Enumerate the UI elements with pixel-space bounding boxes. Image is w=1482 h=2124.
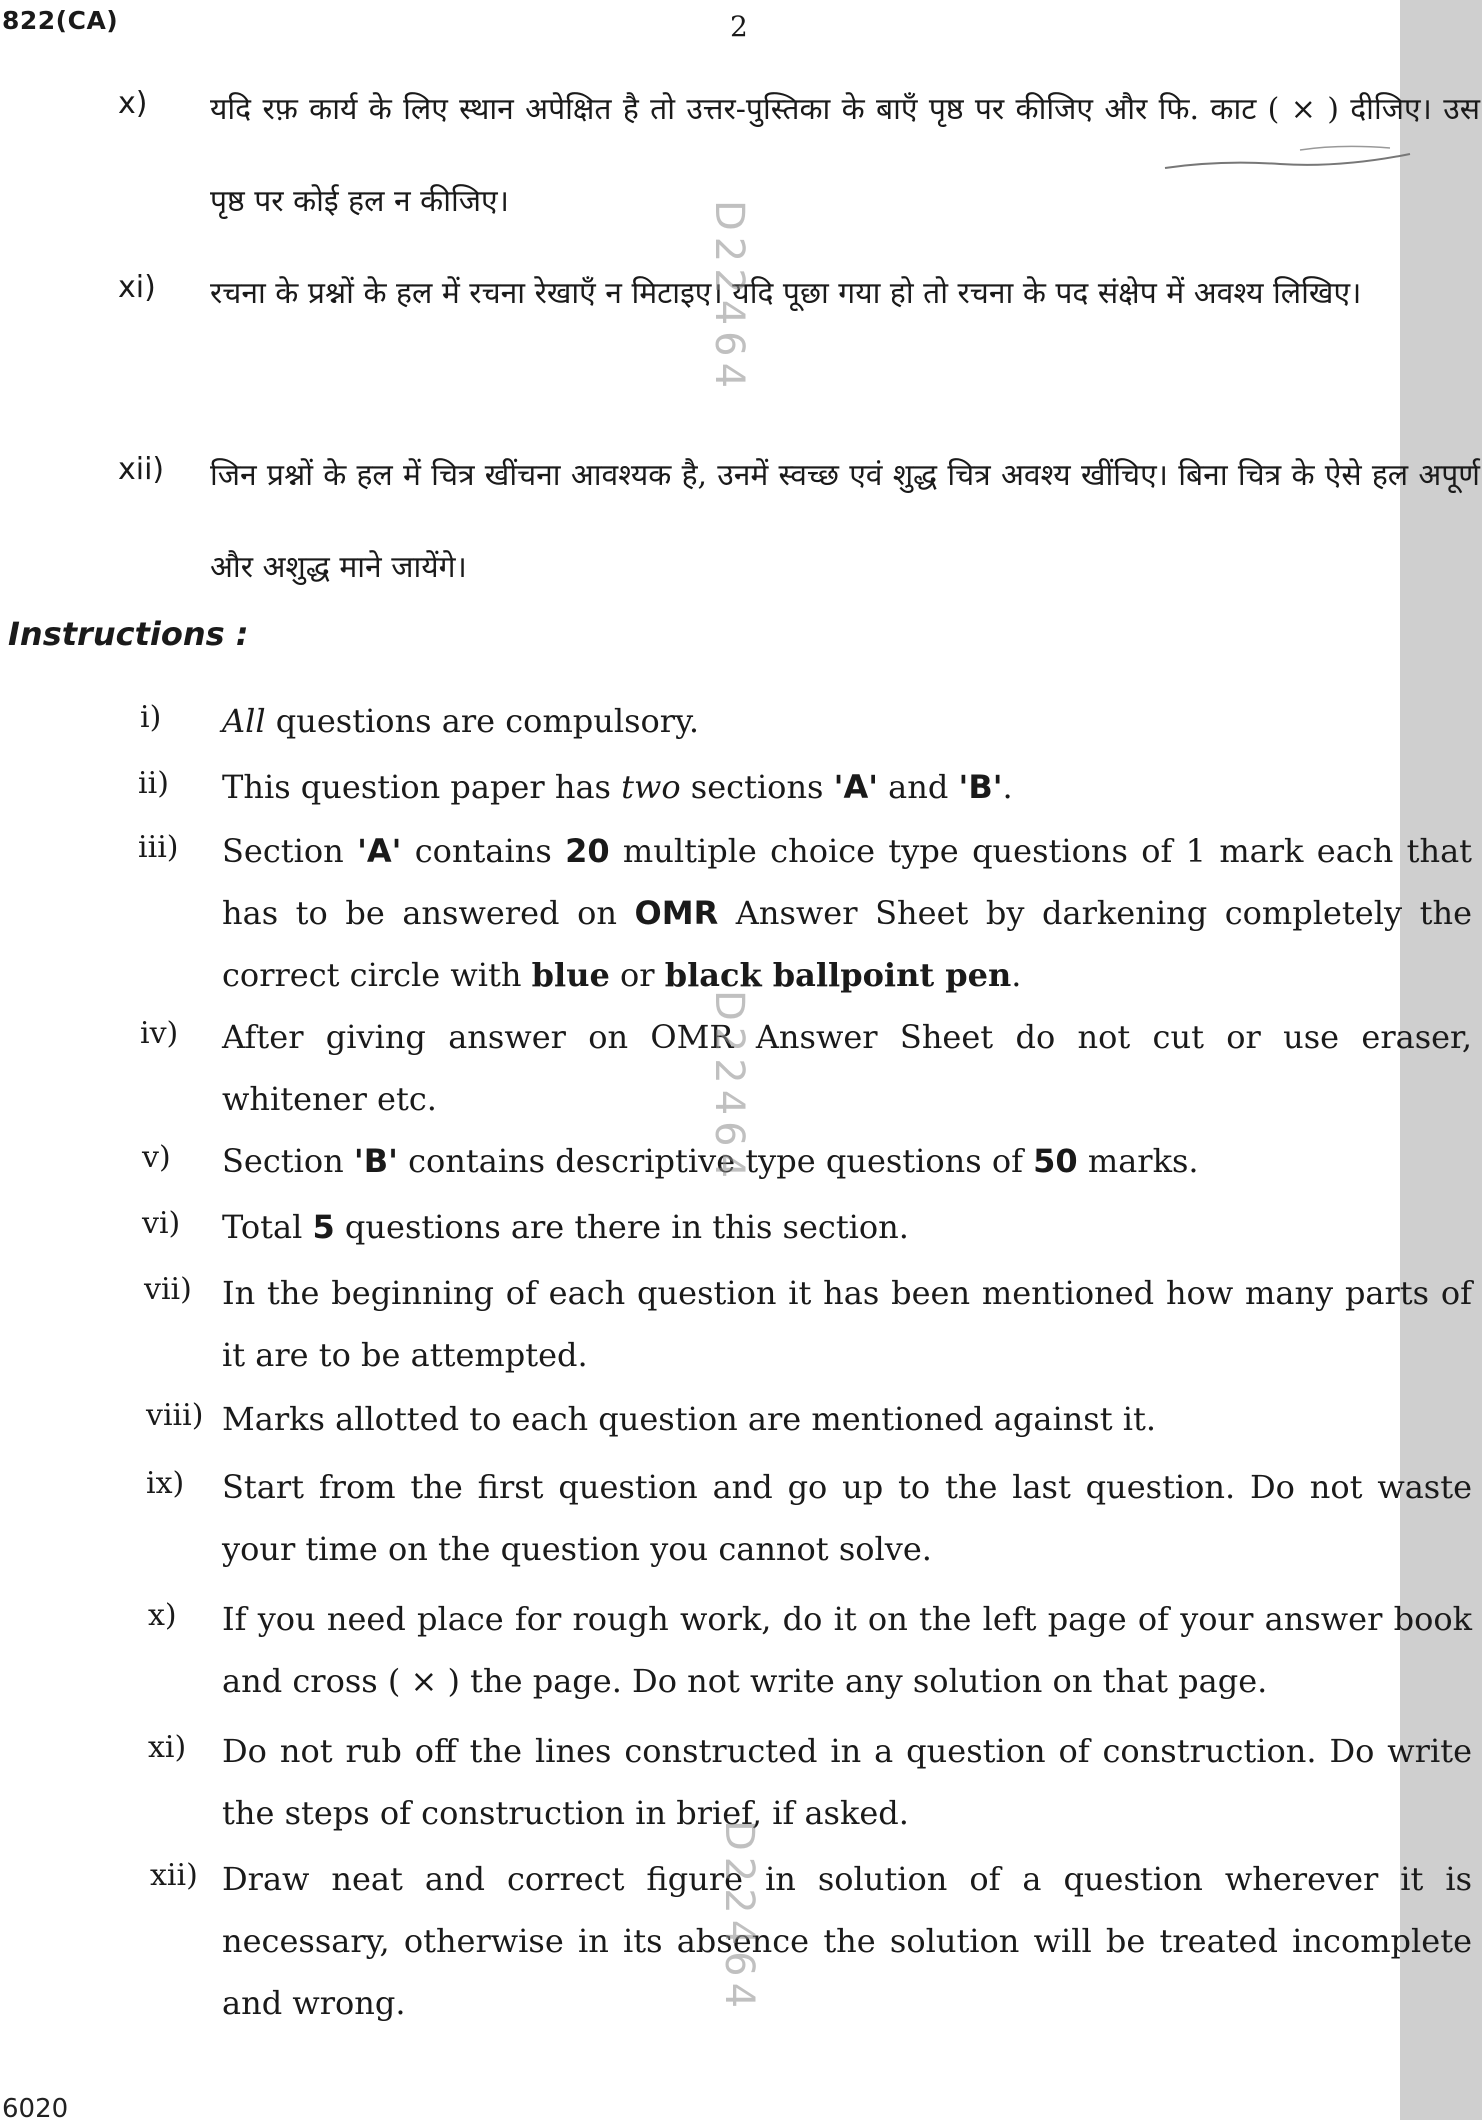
paper-code: 822(CA) <box>2 6 119 35</box>
item-number: vii) <box>144 1272 192 1307</box>
item-text: Marks allotted to each question are mentioned against it. <box>222 1400 1156 1438</box>
item-number: viii) <box>146 1398 204 1433</box>
item-number: ix) <box>146 1466 185 1501</box>
item-number: xi) <box>118 270 156 305</box>
item-number: xi) <box>148 1730 187 1765</box>
item-text: If you need place for rough work, do it on the left page of your answer book and cross ( × ) the page. Do not write any solution on that page. <box>222 1600 1472 1700</box>
item-number: iv) <box>140 1016 179 1051</box>
item-text: Draw neat and correct figure in solution of a question wherever it is necessary, otherwise in its absence the solution will be treated incomplete and wrong. <box>222 1860 1472 2022</box>
item-text: All questions are compulsory. <box>222 702 700 740</box>
item-number: x) <box>148 1598 177 1633</box>
item-text: Section 'B' contains descriptive type questions of 50 marks. <box>222 1142 1199 1180</box>
watermark-serial: D22464 <box>706 990 752 1185</box>
item-text: This question paper has two sections 'A' and 'B'. <box>222 768 1013 806</box>
item-text: Section 'A' contains 20 multiple choice type questions of 1 mark each that has to be answered on OMR Answer Sheet by darkening completely the correct circle with blue or black ballpoint pen. <box>222 832 1473 994</box>
item-text: Do not rub off the lines constructed in a question of construction. Do write the steps of construction in brief, if asked. <box>222 1732 1472 1832</box>
handwritten-scribble <box>1160 140 1420 180</box>
item-number: iii) <box>138 830 179 865</box>
item-text: In the beginning of each question it has been mentioned how many parts of it are to be attempted. <box>222 1274 1472 1374</box>
page-number: 2 <box>730 10 748 43</box>
instructions-heading: Instructions : <box>8 615 249 653</box>
item-number: i) <box>140 700 162 735</box>
footer-code: 6020 <box>2 2094 69 2124</box>
item-number: xii) <box>118 452 165 487</box>
item-number: ii) <box>138 766 169 801</box>
item-number: vi) <box>142 1206 181 1241</box>
item-text: After giving answer on OMR Answer Sheet do not cut or use eraser, whitener etc. <box>222 1018 1472 1118</box>
watermark-serial: D22464 <box>706 200 752 395</box>
item-number: xii) <box>150 1858 198 1893</box>
watermark-serial: D22464 <box>716 1820 762 2015</box>
item-text: रचना के प्रश्नों के हल में रचना रेखाएँ न मिटाइए। यदि पूछा गया हो तो रचना के पद संक्षेप में अवश्य लिखिए। <box>210 276 1362 311</box>
item-text: जिन प्रश्नों के हल में चित्र खींचना आवश्यक है, उनमें स्वच्छ एवं शुद्ध चित्र अवश्य खींचिए। बिना चित्र के ऐसे हल अपूर्ण और अशुद्ध माने जायेंगे। <box>210 458 1480 585</box>
item-text: Total 5 questions are there in this section. <box>222 1208 909 1246</box>
item-number: v) <box>142 1140 171 1175</box>
item-number: x) <box>118 86 148 121</box>
item-text: यदि रफ़ कार्य के लिए स्थान अपेक्षित है तो उत्तर-पुस्तिका के बाएँ पृष्ठ पर कीजिए और फि. काट ( × ) दीजिए। उस पृष्ठ पर कोई हल न कीजिए। <box>210 92 1480 219</box>
item-text: Start from the first question and go up to the last question. Do not waste your time on the question you cannot solve. <box>222 1468 1472 1568</box>
